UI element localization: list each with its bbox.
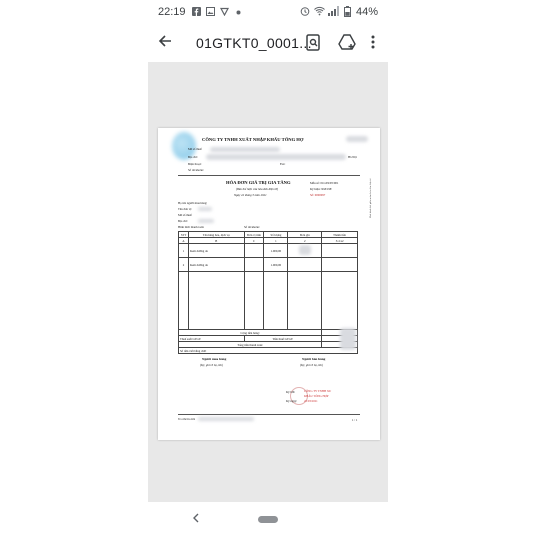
code: 3=1x2 (322, 238, 358, 244)
phone-label: Điện thoại: (188, 162, 202, 166)
row-stt: 2 (179, 258, 189, 272)
invoice-symbol: Ký hiệu: XM/19E (310, 187, 332, 191)
wifi-icon (314, 6, 325, 19)
buyer-address-label: Địa chỉ: (178, 219, 188, 223)
fax-label: Fax: (280, 162, 286, 166)
back-arrow-icon[interactable] (158, 32, 172, 53)
row-amount (322, 244, 358, 258)
row-unit (244, 258, 264, 272)
buyer-name-label: Họ tên người mua hàng: (178, 201, 208, 205)
signed-date-value: 22/03/2021 (304, 399, 318, 403)
app-bar (148, 26, 388, 62)
facebook-icon (192, 7, 201, 18)
redaction (198, 207, 212, 211)
col-name: Tên hàng hóa, dịch vụ (188, 232, 244, 238)
lookup-note: Tra cứu hóa đơn (178, 418, 196, 421)
col-amount: Thành tiền (322, 232, 358, 238)
seller-sign-title: Người bán hàng (302, 357, 326, 361)
row-name: Kem dưỡng da (188, 244, 244, 258)
redaction (340, 328, 356, 350)
signed-date-label: Ký ngày: (286, 399, 298, 403)
buyer-account-label: Số tài khoản: (244, 225, 260, 229)
signal-icon (328, 6, 340, 19)
invoice-title: HÓA ĐƠN GIÁ TRỊ GIA TĂNG (226, 180, 291, 185)
payment-label: Hình thức thanh toán: (178, 225, 205, 229)
unit-label: Tên đơn vị: (178, 207, 192, 211)
redaction (346, 136, 368, 142)
search-document-icon[interactable] (306, 34, 324, 52)
tax-code-label: Mã số thuế: (188, 147, 203, 151)
divider (178, 175, 360, 176)
divider (178, 414, 360, 415)
code: B (188, 238, 244, 244)
table-row (179, 272, 358, 330)
invoice-subtitle: (Bản thể hiện của hóa đơn điện tử) (236, 187, 278, 191)
col-qty: Số lượng (264, 232, 288, 238)
row-amount (322, 258, 358, 272)
seller-company-short-2: KHẨU TỔNG HỢP (304, 394, 329, 398)
seller-company-short: CÔNG TY TNHH XU (304, 389, 332, 393)
side-note: Phát hành bởi phần mềm hóa đơn điện tử (369, 178, 372, 218)
vat-rate-label: Thuế suất GTGT: (179, 336, 245, 342)
items-table (178, 231, 358, 354)
alarm-icon (300, 6, 310, 19)
row-name: Kem dưỡng da (188, 258, 244, 272)
more-options-icon[interactable] (370, 34, 388, 52)
file-title: 01GTKT0_0001... (196, 35, 312, 51)
status-time: 22:19 (158, 6, 186, 18)
subtotal-label: Cộng tiền hàng: (179, 330, 322, 336)
status-bar (0, 0, 536, 26)
code: C (244, 238, 264, 244)
code: 1 (264, 238, 288, 244)
invoice-number: Số: 0000097 (310, 193, 326, 197)
table-row (179, 244, 358, 258)
redaction (206, 154, 346, 160)
words-label: Số tiền viết bằng chữ: (179, 348, 358, 354)
nav-back-icon[interactable] (192, 512, 200, 526)
page-number: 1 / 1 (352, 418, 358, 422)
row-unit (244, 244, 264, 258)
row-stt: 1 (179, 244, 189, 258)
add-to-drive-icon[interactable] (338, 34, 356, 52)
navigation-bar (148, 502, 388, 536)
total-label: Tổng tiền thanh toán: (179, 342, 322, 348)
vat-amount-label: Tiền thuế GTGT: (244, 336, 322, 342)
address-suffix: Hà Nội (348, 155, 357, 159)
words-row (179, 348, 358, 354)
battery-icon (344, 6, 351, 20)
code: A (179, 238, 189, 244)
home-pill-icon[interactable] (258, 516, 278, 523)
col-unit: Đơn vị tính (244, 232, 264, 238)
redaction (198, 219, 214, 223)
invoice-date: Ngày 22 tháng 3 năm 2021 (234, 193, 267, 197)
navigation-icon (220, 7, 229, 18)
col-stt: STT (179, 232, 189, 238)
company-name: CÔNG TY TNHH XUẤT NHẬP KHẨU TỔNG HỢ (202, 137, 304, 142)
redaction (210, 147, 280, 152)
invoice-page[interactable] (158, 128, 380, 440)
gallery-icon (206, 7, 215, 18)
form-number: Mẫu số: 01GTKT0/001 (310, 181, 339, 185)
buyer-sign-note: (Ký, ghi rõ họ, tên) (200, 363, 223, 367)
redaction (198, 417, 254, 421)
signed-by-label: Ký bởi: (286, 390, 296, 394)
row-price (288, 258, 322, 272)
buyer-tax-label: Mã số thuế: (178, 213, 193, 217)
table-row (179, 258, 358, 272)
row-qty: 1.000,00 (264, 258, 288, 272)
account-label: Số tài khoản: (188, 168, 204, 172)
battery-percent: 44% (356, 6, 379, 18)
col-price: Đơn giá (288, 232, 322, 238)
row-price (288, 244, 322, 258)
buyer-sign-title: Người mua hàng (202, 357, 227, 361)
code: 2 (288, 238, 322, 244)
row-qty: 1.000,00 (264, 244, 288, 258)
seller-sign-note: (Ký, ghi rõ họ, tên) (300, 363, 323, 367)
address-label: Địa chỉ: (188, 155, 198, 159)
dot-icon (236, 7, 241, 17)
